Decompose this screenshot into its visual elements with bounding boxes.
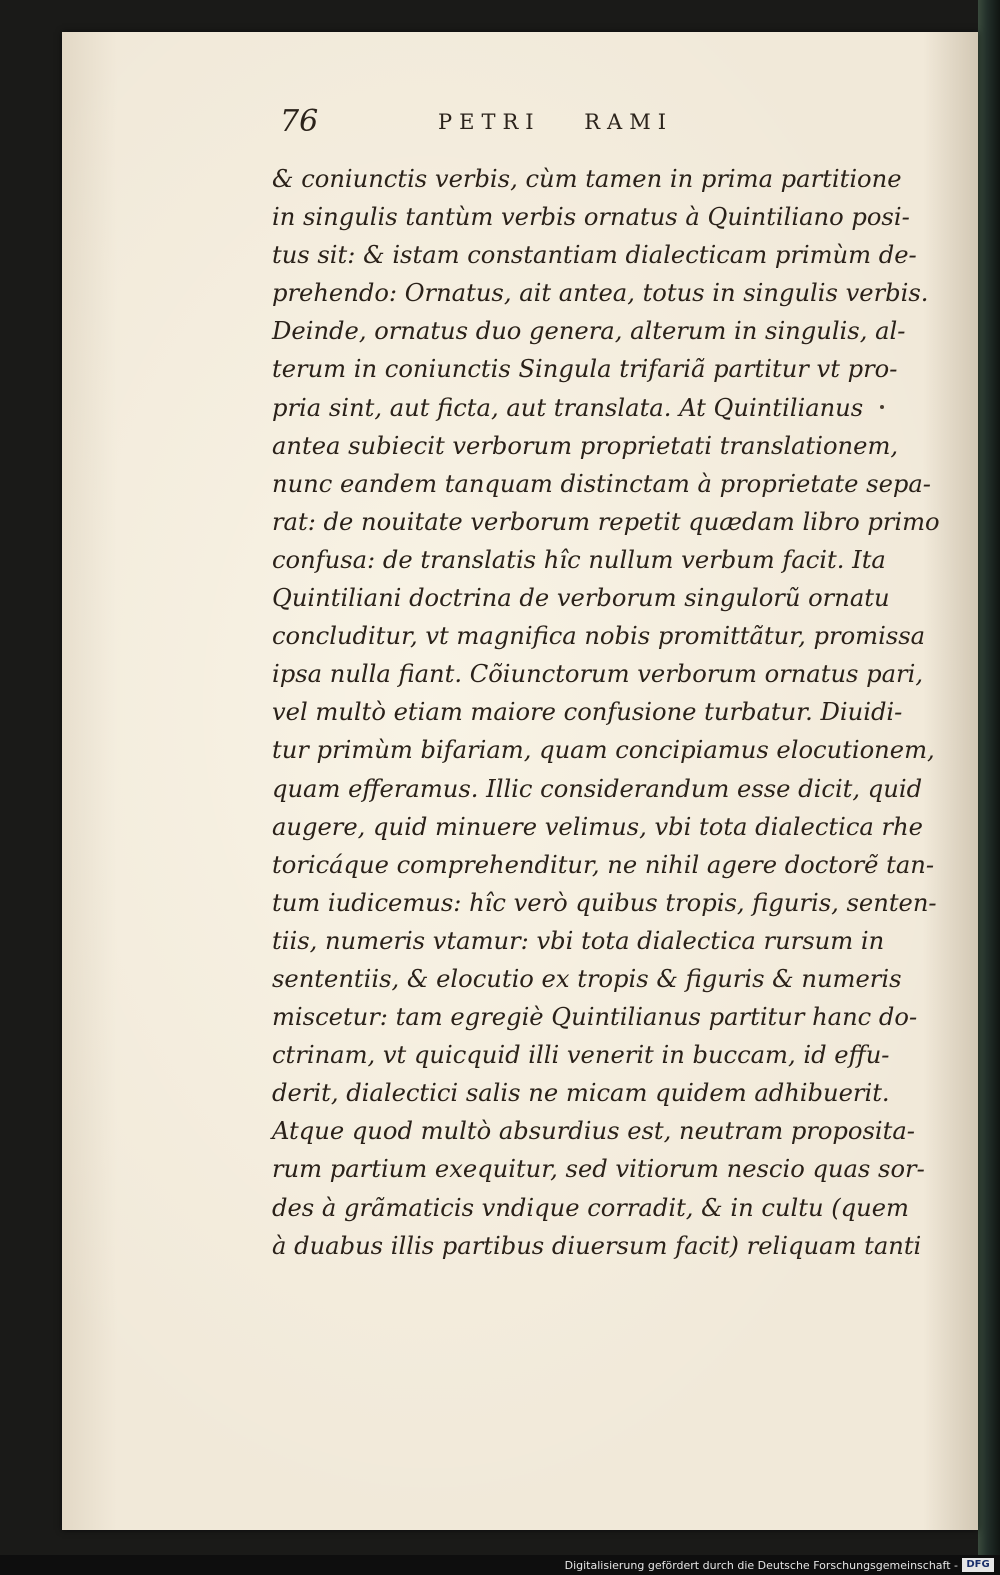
footer-bar — [0, 1555, 1000, 1575]
text-line: vel multò etiam maiore confusione turbatur. Diuidi- — [272, 698, 903, 727]
paper-speck — [880, 405, 884, 409]
text-line: des à grãmaticis vndique corradit, & in cultu (quem — [272, 1193, 909, 1222]
page-number: 76 — [280, 104, 319, 139]
text-line: pria sint, aut ficta, aut translata. At Quintilianus — [272, 393, 864, 422]
text-line: nunc eandem tanquam distinctam à proprietate sepa- — [272, 469, 931, 498]
text-line: quam efferamus. Illic considerandum esse dicit, quid — [272, 774, 923, 803]
body-text — [272, 160, 940, 1265]
text-line: tur primùm bifariam, quam concipiamus elocutionem, — [272, 736, 935, 765]
text-line: prehendo: Ornatus, ait antea, totus in singulis verbis. — [272, 279, 929, 308]
text-line: miscetur: tam egregiè Quintilianus partitur hanc do- — [272, 1003, 918, 1032]
text-line: Atque quod multò absurdius est, neutram proposita- — [272, 1117, 915, 1146]
book-binding-edge — [978, 0, 1000, 1575]
dfg-logo[interactable]: DFG — [962, 1558, 994, 1572]
book-page — [62, 32, 978, 1530]
text-line: ipsa nulla fiant. Cõiunctorum verborum ornatus pari, — [272, 660, 924, 689]
text-line: toricáque comprehenditur, ne nihil agere doctorẽ tan- — [272, 850, 935, 879]
text-line: à duabus illis partibus diuersum facit) reliquam tanti — [272, 1231, 922, 1260]
text-line: Quintiliani doctrina de verborum singulorũ ornatu — [272, 584, 890, 613]
text-line: tiis, numeris vtamur: vbi tota dialectica rursum in — [272, 926, 885, 955]
text-line: augere, quid minuere velimus, vbi tota dialectica rhe — [272, 812, 923, 841]
text-line: antea subiecit verborum proprietati translationem, — [272, 431, 899, 460]
text-line: derit, dialectici salis ne micam quidem adhibuerit. — [272, 1079, 890, 1108]
text-line: in singulis tantùm verbis ornatus à Quintiliano posi- — [272, 203, 910, 232]
text-line: concluditur, vt magnifica nobis promittãtur, promissa — [272, 622, 926, 651]
text-line: tus sit: & istam constantiam dialecticam primùm de- — [272, 241, 917, 270]
text-line: ctrinam, vt quicquid illi venerit in buccam, id effu- — [272, 1041, 890, 1070]
text-line: rat: de nouitate verborum repetit quædam libro primo — [272, 507, 940, 536]
text-line: & coniunctis verbis, cùm tamen in prima partitione — [272, 165, 902, 193]
text-line: confusa: de translatis hîc nullum verbum facit. Ita — [272, 545, 886, 574]
text-line: sententiis, & elocutio ex tropis & figuris & numeris — [272, 964, 902, 993]
funding-credit: Digitalisierung gefördert durch die Deutsche Forschungsgemeinschaft - — [564, 1559, 958, 1572]
text-line: terum in coniunctis Singula trifariã partitur vt pro- — [272, 355, 898, 384]
text-line: rum partium exequitur, sed vitiorum nescio quas sor- — [272, 1155, 925, 1184]
text-line: tum iudicemus: hîc verò quibus tropis, figuris, senten- — [272, 888, 937, 917]
running-head: PETRI RAMI — [438, 110, 674, 134]
text-line: Deinde, ornatus duo genera, alterum in singulis, al- — [272, 317, 906, 346]
page-header — [280, 104, 780, 144]
